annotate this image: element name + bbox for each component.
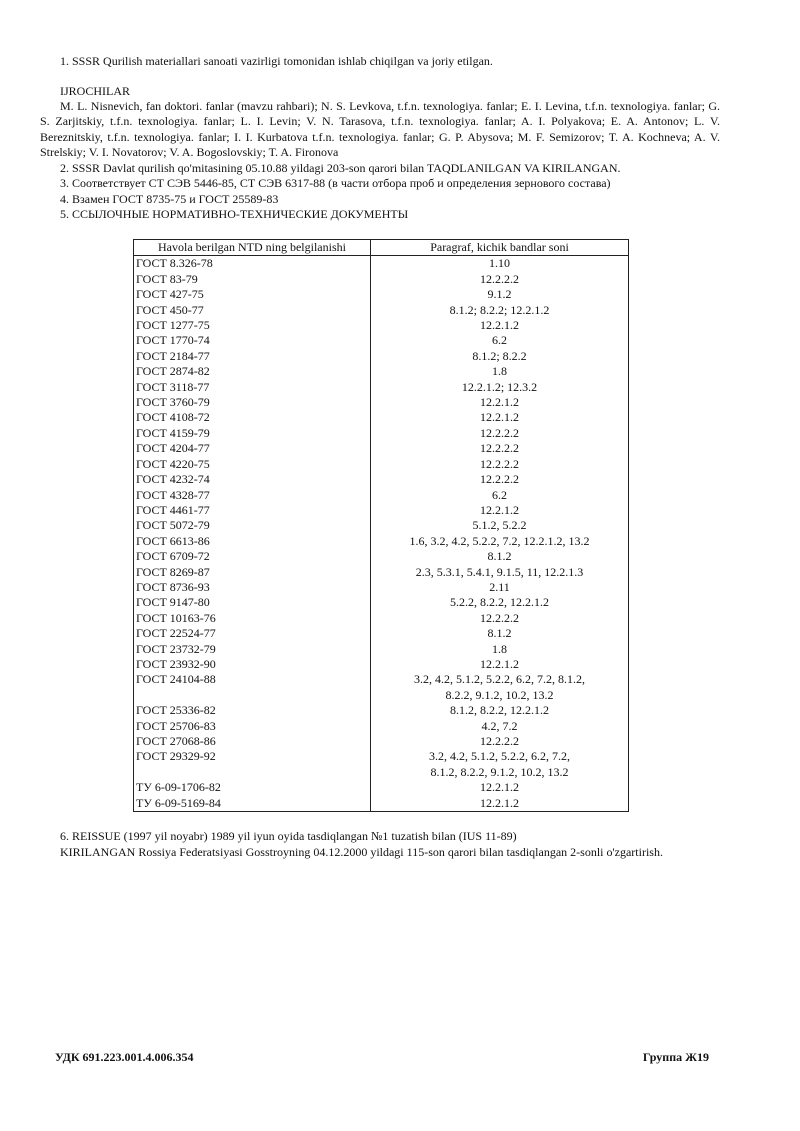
paragraph-numbers-cell: 2.3, 5.3.1, 5.4.1, 9.1.5, 11, 12.2.1.3 — [371, 565, 629, 580]
table-row — [134, 256, 629, 272]
ntd-designation-cell: ГОСТ 5072-79 — [134, 518, 371, 533]
paragraph-numbers-cell: 8.1.2; 8.2.2; 12.2.1.2 — [371, 303, 629, 318]
ntd-designation-cell: ГОСТ 23932-90 — [134, 657, 371, 672]
table-row — [134, 580, 629, 595]
table-row — [134, 349, 629, 364]
ntd-designation-cell: ГОСТ 1770-74 — [134, 333, 371, 348]
table-row — [134, 426, 629, 441]
table-row — [134, 549, 629, 564]
ntd-designation-cell: ГОСТ 450-77 — [134, 303, 371, 318]
column-header-designation: Havola berilgan NTD ning belgilanishi — [134, 240, 371, 256]
paragraph-numbers-cell: 12.2.2.2 — [371, 426, 629, 441]
table-row — [134, 703, 629, 718]
paragraph-numbers-cell: 12.2.1.2 — [371, 796, 629, 812]
table-row — [134, 749, 629, 780]
table-row — [134, 457, 629, 472]
ntd-designation-cell: ГОСТ 4328-77 — [134, 488, 371, 503]
paragraph-numbers-cell: 12.2.2.2 — [371, 472, 629, 487]
ntd-designation-cell: ГОСТ 2874-82 — [134, 364, 371, 379]
group-code: Группа Ж19 — [642, 1050, 709, 1064]
table-row — [134, 488, 629, 503]
table-row — [134, 333, 629, 348]
paragraph-numbers-cell: 8.1.2; 8.2.2 — [371, 349, 629, 364]
table-row — [134, 303, 629, 318]
paragraph-numbers-cell: 12.2.1.2 — [371, 395, 629, 410]
paragraph-numbers-cell: 2.11 — [371, 580, 629, 595]
paragraph-numbers-cell: 1.10 — [371, 256, 629, 272]
ntd-designation-cell: ГОСТ 29329-92 — [134, 749, 371, 780]
paragraph-numbers-cell: 12.2.2.2 — [371, 457, 629, 472]
table-row — [134, 364, 629, 379]
table-row — [134, 626, 629, 641]
table-row — [134, 518, 629, 533]
paragraph-numbers-cell: 12.2.2.2 — [371, 272, 629, 287]
table-row — [134, 380, 629, 395]
ntd-reference-table — [133, 239, 629, 812]
paragraph-numbers-cell: 12.2.1.2 — [371, 410, 629, 425]
paragraph-numbers-cell: 8.1.2, 8.2.2, 12.2.1.2 — [371, 703, 629, 718]
paragraph-numbers-cell: 12.2.1.2 — [371, 780, 629, 795]
paragraph-numbers-cell: 5.1.2, 5.2.2 — [371, 518, 629, 533]
table-row — [134, 287, 629, 302]
ntd-designation-cell: ГОСТ 4159-79 — [134, 426, 371, 441]
ntd-designation-cell: ГОСТ 4108-72 — [134, 410, 371, 425]
column-header-paragraph: Paragraf, kichik bandlar soni — [371, 240, 629, 256]
table-row — [134, 272, 629, 287]
table-row — [134, 796, 629, 812]
paragraph-numbers-cell: 12.2.2.2 — [371, 734, 629, 749]
paragraph-numbers-cell: 6.2 — [371, 333, 629, 348]
paragraph-7: KIRILANGAN Rossiya Federatsiyasi Gosstroyning 04.12.2000 yildagi 115-son qarori bilan tasdiqlangan 2-sonli o'zgartirish. — [60, 845, 663, 859]
table-row — [134, 719, 629, 734]
paragraph-numbers-cell: 4.2, 7.2 — [371, 719, 629, 734]
ntd-designation-cell: ГОСТ 83-79 — [134, 272, 371, 287]
paragraph-numbers-cell: 12.2.2.2 — [371, 611, 629, 626]
table-row — [134, 395, 629, 410]
paragraph-numbers-cell: 5.2.2, 8.2.2, 12.2.1.2 — [371, 595, 629, 610]
paragraph-numbers-cell: 6.2 — [371, 488, 629, 503]
table-row — [134, 565, 629, 580]
ntd-designation-cell: ГОСТ 1277-75 — [134, 318, 371, 333]
paragraph-numbers-cell: 8.1.2 — [371, 549, 629, 564]
paragraph-numbers-cell: 12.2.2.2 — [371, 441, 629, 456]
table-row — [134, 318, 629, 333]
paragraph-numbers-cell: 12.2.1.2 — [371, 318, 629, 333]
paragraph-2: 2. SSSR Davlat qurilish qo'mitasining 05.10.88 yildagi 203-son qarori bilan TAQDLANILGAN VA KIRILANGAN. — [60, 161, 621, 175]
ntd-designation-cell: ГОСТ 6613-86 — [134, 534, 371, 549]
table-row — [134, 472, 629, 487]
ntd-designation-cell: ГОСТ 2184-77 — [134, 349, 371, 364]
paragraph-6: 6. REISSUE (1997 yil noyabr) 1989 yil iyun oyida tasdiqlangan №1 tuzatish bilan (IUS 11-89) — [60, 829, 517, 843]
ntd-designation-cell: ГОСТ 10163-76 — [134, 611, 371, 626]
paragraph-1: 1. SSSR Qurilish materiallari sanoati vazirligi tomonidan ishlab chiqilgan va joriy etilgan. — [60, 54, 493, 68]
ntd-designation-cell: ГОСТ 8269-87 — [134, 565, 371, 580]
ntd-designation-cell: ГОСТ 24104-88 — [134, 672, 371, 703]
table-row — [134, 503, 629, 518]
paragraph-numbers-cell: 12.2.1.2 — [371, 503, 629, 518]
table-row — [134, 441, 629, 456]
table-body — [134, 256, 629, 812]
ntd-designation-cell: ГОСТ 23732-79 — [134, 642, 371, 657]
paragraph-numbers-cell: 3.2, 4.2, 5.1.2, 5.2.2, 6.2, 7.2, 8.1.2, 8.2.2, 9.1.2, 10.2, 13.2 — [371, 749, 629, 780]
ntd-designation-cell: ГОСТ 4232-74 — [134, 472, 371, 487]
ntd-designation-cell: ГОСТ 27068-86 — [134, 734, 371, 749]
ntd-designation-cell: ГОСТ 4461-77 — [134, 503, 371, 518]
ntd-designation-cell: ГОСТ 9147-80 — [134, 595, 371, 610]
paragraph-numbers-cell: 12.2.1.2 — [371, 657, 629, 672]
ntd-designation-cell: ГОСТ 25336-82 — [134, 703, 371, 718]
table-row — [134, 611, 629, 626]
table-row — [134, 642, 629, 657]
table-row — [134, 734, 629, 749]
ntd-designation-cell: ГОСТ 25706-83 — [134, 719, 371, 734]
ntd-designation-cell: ТУ 6-09-5169-84 — [134, 796, 371, 812]
ntd-designation-cell: ГОСТ 8736-93 — [134, 580, 371, 595]
ntd-designation-cell: ГОСТ 4220-75 — [134, 457, 371, 472]
table-row — [134, 657, 629, 672]
table-row — [134, 595, 629, 610]
ijrochilar-heading: IJROCHILAR — [60, 84, 131, 98]
table-row — [134, 780, 629, 795]
table-row — [134, 534, 629, 549]
paragraph-numbers-cell: 1.8 — [371, 642, 629, 657]
ntd-designation-cell: ГОСТ 3118-77 — [134, 380, 371, 395]
paragraph-numbers-cell: 8.1.2 — [371, 626, 629, 641]
ntd-designation-cell: ГОСТ 8.326-78 — [134, 256, 371, 272]
paragraph-4: 4. Взамен ГОСТ 8735-75 и ГОСТ 25589-83 — [60, 192, 279, 206]
ntd-designation-cell: ГОСТ 6709-72 — [134, 549, 371, 564]
ntd-designation-cell: ГОСТ 3760-79 — [134, 395, 371, 410]
paragraph-3: 3. Соответствует СТ СЭВ 5446-85, СТ СЭВ 6317-88 (в части отбора проб и определения зернового состава) — [60, 176, 611, 190]
ntd-designation-cell: ГОСТ 427-75 — [134, 287, 371, 302]
paragraph-numbers-cell: 12.2.1.2; 12.3.2 — [371, 380, 629, 395]
ntd-designation-cell: ТУ 6-09-1706-82 — [134, 780, 371, 795]
table-row — [134, 410, 629, 425]
authors-paragraph: M. L. Nisnevich, fan doktori. fanlar (mavzu rahbari); N. S. Levkova, t.f.n. texnologiya. fanlar; E. I. Levina, t.f.n. texnologiya. fanlar; G. S. Zarjitskiy, t.f.n. texnologiya. fanlar; L. I. Levin; V. N. Tarasova, t.f.n. texnologiya. fanlar; A. I. Polyakova; E. A. Antonov; L. V. Bereznitskiy, t.f.n. texnologiya. fanlar; I. I. Kurbatova t.f.n. texnologiya. fanlar; G. P. Abysova; M. F. Semizorov; T. A. Kochneva; A. V. Strelskiy; V. I. Novatorov; V. A. Bogoslovskiy; T. A. Fironova — [40, 99, 720, 160]
paragraph-numbers-cell: 1.6, 3.2, 4.2, 5.2.2, 7.2, 12.2.1.2, 13.2 — [371, 534, 629, 549]
ntd-designation-cell: ГОСТ 4204-77 — [134, 441, 371, 456]
table-header-row — [134, 240, 629, 256]
ntd-designation-cell: ГОСТ 22524-77 — [134, 626, 371, 641]
paragraph-numbers-cell: 9.1.2 — [371, 287, 629, 302]
table-row — [134, 672, 629, 703]
paragraph-numbers-cell: 3.2, 4.2, 5.1.2, 5.2.2, 6.2, 7.2, 8.1.2, 8.2.2, 9.1.2, 10.2, 13.2 — [371, 672, 629, 703]
paragraph-5-heading: 5. ССЫЛОЧНЫЕ НОРМАТИВНО-ТЕХНИЧЕСКИЕ ДОКУМЕНТЫ — [60, 207, 409, 221]
paragraph-numbers-cell: 1.8 — [371, 364, 629, 379]
udk-code: УДК 691.223.001.4.006.354 — [55, 1050, 194, 1064]
